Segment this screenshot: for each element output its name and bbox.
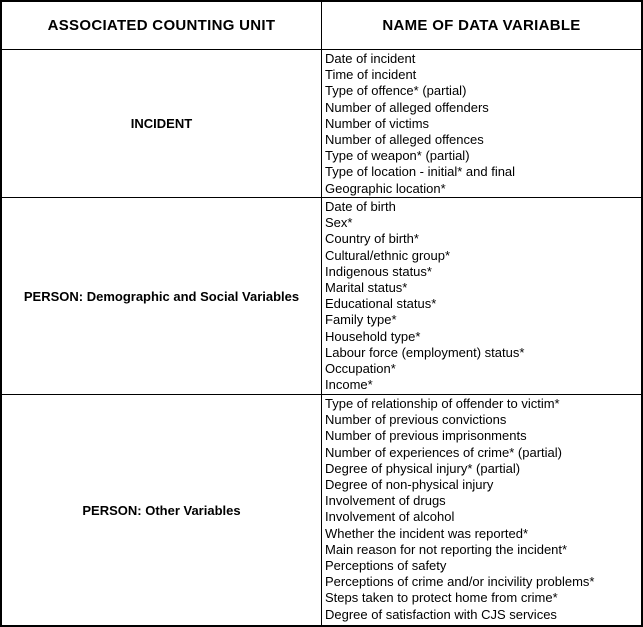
- variable-item: Educational status*: [325, 296, 437, 312]
- variable-item: Number of previous convictions: [325, 412, 507, 428]
- variable-item: Main reason for not reporting the incident*: [325, 541, 568, 557]
- variable-item: Type of weapon* (partial): [325, 148, 470, 164]
- variable-item: Date of incident: [325, 51, 416, 66]
- variable-item: Labour force (employment) status*: [325, 344, 525, 360]
- variable-item: Number of victims: [325, 115, 430, 131]
- variable-item: Date of birth: [325, 199, 396, 214]
- variable-item: Whether the incident was reported*: [325, 525, 529, 541]
- variable-item: Involvement of drugs: [325, 493, 446, 509]
- variable-item: Sex*: [325, 215, 353, 231]
- variable-item: Number of previous imprisonments: [325, 428, 527, 444]
- variable-item: Type of relationship of offender to victim*: [325, 396, 560, 411]
- unit-cell: PERSON: Other Variables: [2, 394, 321, 625]
- variable-item: Income*: [325, 377, 373, 393]
- variable-item: Perceptions of safety: [325, 558, 447, 574]
- variables-cell: [321, 49, 641, 197]
- variable-item: Time of incident: [325, 67, 417, 83]
- variable-item: Steps taken to protect home from crime*: [325, 590, 558, 606]
- variable-item: Involvement of alcohol: [325, 509, 455, 525]
- variable-item: Number of alleged offences: [325, 132, 484, 148]
- variable-item: Degree of satisfaction with CJS services: [325, 606, 557, 622]
- column-header-associated-counting-unit: ASSOCIATED COUNTING UNIT: [47, 17, 276, 34]
- unit-cell: PERSON: Demographic and Social Variables: [2, 197, 321, 394]
- variables-cell: [321, 394, 641, 625]
- unit-cell: INCIDENT: [2, 49, 321, 197]
- variable-item: Degree of non-physical injury: [325, 477, 494, 493]
- variable-item: Household type*: [325, 328, 421, 344]
- variable-item: Number of alleged offenders: [325, 99, 489, 115]
- variable-item: Perceptions of crime and/or incivility problems*: [325, 574, 595, 590]
- variable-item: Number of experiences of crime* (partial): [325, 444, 562, 460]
- variable-item: Family type*: [325, 312, 397, 328]
- variable-item: Degree of physical injury* (partial): [325, 460, 521, 476]
- variable-item: Marital status*: [325, 280, 408, 296]
- variable-item: Country of birth*: [325, 231, 419, 247]
- variable-item: Type of location - initial* and final: [325, 164, 516, 180]
- variables-cell: [321, 197, 641, 394]
- variable-item: Geographic location*: [325, 180, 446, 196]
- variable-item: Occupation*: [325, 361, 396, 377]
- variable-item: Cultural/ethnic group*: [325, 247, 451, 263]
- column-header-name-of-data-variable: NAME OF DATA VARIABLE: [321, 2, 641, 49]
- variable-item: Indigenous status*: [325, 263, 432, 279]
- variable-item: Type of offence* (partial): [325, 83, 467, 99]
